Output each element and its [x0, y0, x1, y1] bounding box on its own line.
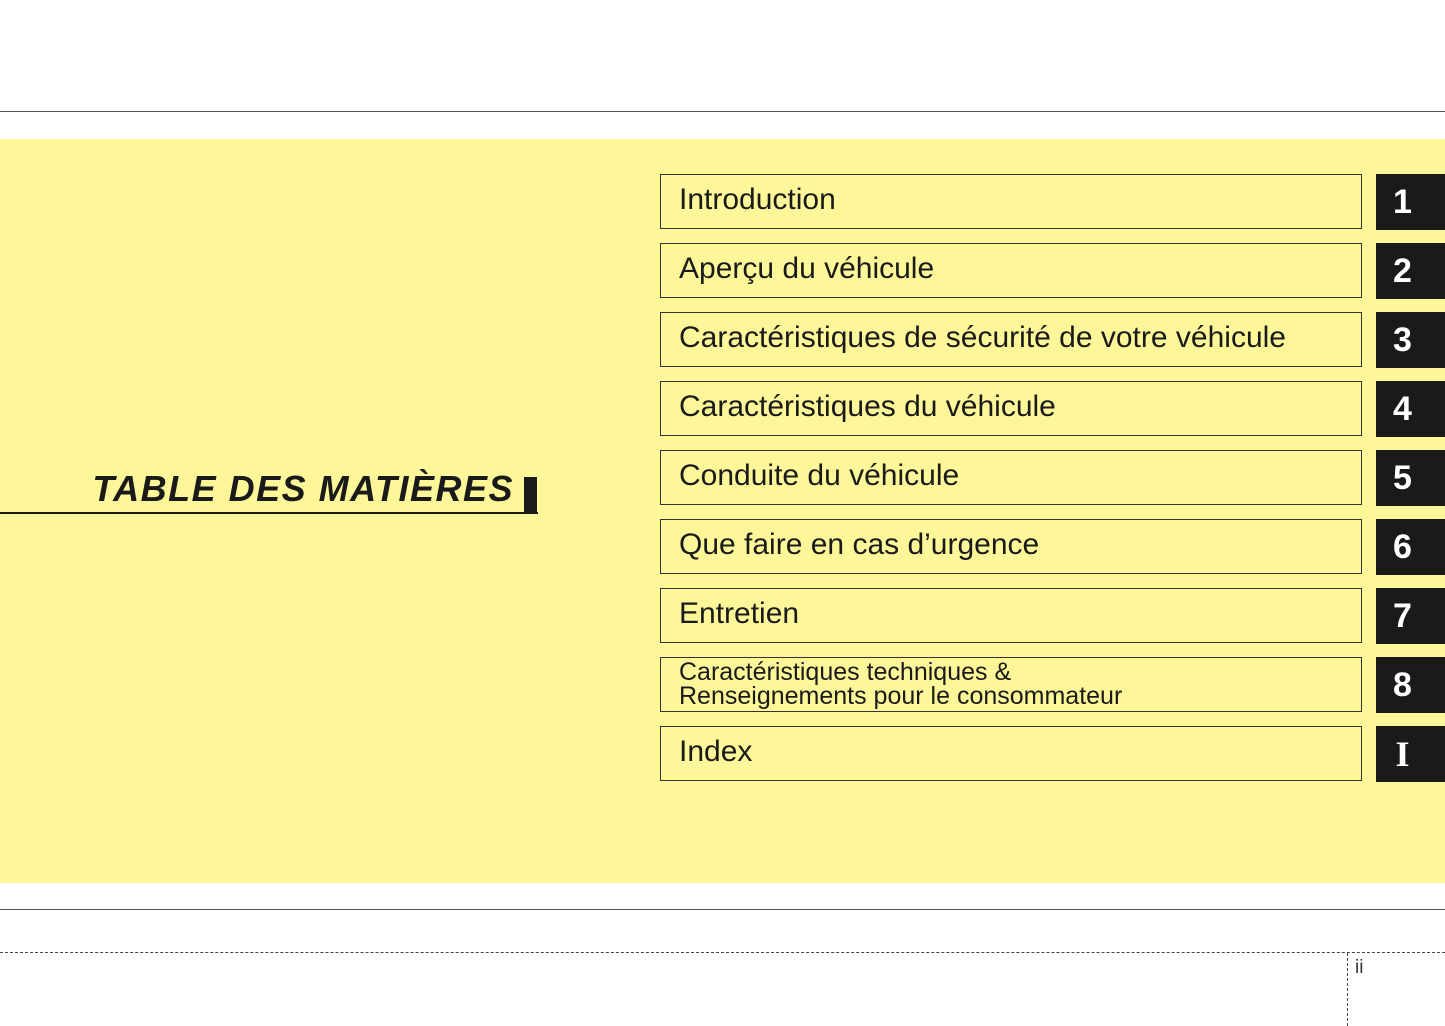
title-marker-bar	[524, 477, 537, 513]
toc-item-label: Index	[679, 735, 753, 768]
bottom-divider	[0, 909, 1445, 910]
toc-item-label: Caractéristiques de sécurité de votre véhicule	[679, 321, 1286, 354]
toc-item-caracteristiques-techniques[interactable]	[660, 657, 1445, 712]
trim-line-vertical	[1347, 953, 1348, 1026]
toc-item-box[interactable]	[660, 174, 1362, 229]
chapter-tab-3[interactable]: 3	[1376, 312, 1445, 368]
trim-line	[0, 952, 1445, 953]
toc-item-label: Caractéristiques du véhicule	[679, 390, 1056, 423]
toc-item-box[interactable]	[660, 381, 1362, 436]
toc-item-box[interactable]	[660, 726, 1362, 781]
chapter-tab-5[interactable]: 5	[1376, 450, 1445, 506]
toc-item-box[interactable]	[660, 519, 1362, 574]
toc-item-box[interactable]	[660, 312, 1362, 367]
toc-item-label: Aperçu du véhicule	[679, 252, 935, 285]
toc-heading	[0, 464, 538, 514]
toc-item-introduction[interactable]	[660, 174, 1445, 229]
page-number: ii	[1355, 957, 1364, 978]
toc-item-box[interactable]	[660, 657, 1362, 712]
toc-item-entretien[interactable]	[660, 588, 1445, 643]
toc-item-label: Que faire en cas d’urgence	[679, 528, 1040, 561]
toc-list	[660, 174, 1445, 795]
chapter-tab-4[interactable]: 4	[1376, 381, 1445, 437]
toc-item-apercu[interactable]	[660, 243, 1445, 298]
toc-item-label: Caractéristiques techniques & Renseignements pour le consommateur	[679, 658, 1123, 710]
chapter-tab-8[interactable]: 8	[1376, 657, 1445, 713]
chapter-tab-1[interactable]: 1	[1376, 174, 1445, 230]
toc-item-box[interactable]	[660, 450, 1362, 505]
toc-item-label: Entretien	[679, 597, 800, 630]
toc-item-box[interactable]	[660, 243, 1362, 298]
page-title: TABLE DES MATIÈRES	[92, 468, 514, 509]
chapter-tab-6[interactable]: 6	[1376, 519, 1445, 575]
toc-item-index[interactable]	[660, 726, 1445, 781]
toc-item-conduite[interactable]	[660, 450, 1445, 505]
chapter-tab-7[interactable]: 7	[1376, 588, 1445, 644]
chapter-tab-index[interactable]: I	[1376, 726, 1445, 782]
chapter-tab-2[interactable]: 2	[1376, 243, 1445, 299]
toc-item-urgence[interactable]	[660, 519, 1445, 574]
toc-item-caracteristiques[interactable]	[660, 381, 1445, 436]
toc-item-box[interactable]	[660, 588, 1362, 643]
toc-item-label: Introduction	[679, 183, 836, 216]
top-divider	[0, 111, 1445, 112]
toc-item-label: Conduite du véhicule	[679, 459, 960, 492]
toc-item-securite[interactable]	[660, 312, 1445, 367]
